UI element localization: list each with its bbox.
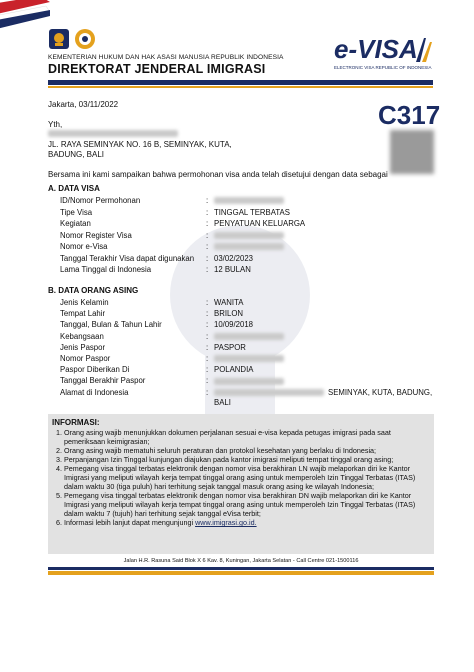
redacted-name [48, 130, 178, 137]
person-label: Alamat di Indonesia [60, 387, 129, 397]
visa-label: Kegiatan [60, 219, 91, 228]
person-label: Tanggal Berakhir Paspor [60, 376, 146, 386]
colon: : [206, 230, 209, 240]
person-label: Paspor Diberikan Di [60, 365, 130, 375]
visa-label: Lama Tinggal di Indonesia [60, 265, 152, 274]
person-row [60, 320, 253, 329]
redacted-value [214, 378, 284, 385]
person-row [60, 298, 243, 307]
visa-value: TINGGAL TERBATAS [214, 207, 290, 217]
immigration-website-link[interactable]: www.imigrasi.go.id. [195, 518, 257, 527]
info-item-6 [64, 518, 430, 527]
visa-row [60, 254, 253, 263]
person-value: BRILON [214, 309, 244, 319]
evisa-subtitle: ELECTRONIC VISA REPUBLIC OF INDONESIA [334, 65, 432, 70]
visa-row [60, 242, 284, 251]
visa-label: Nomor e-Visa [60, 242, 108, 251]
salutation [48, 120, 178, 138]
visa-row [60, 219, 305, 228]
info-title: INFORMASI: [52, 418, 100, 427]
colon: : [206, 320, 209, 330]
colon: : [206, 376, 209, 386]
colon: : [206, 265, 209, 274]
qr-code [390, 130, 434, 174]
emblem-logos [48, 28, 96, 50]
info-list [52, 428, 434, 527]
header-divider-gold [48, 86, 433, 88]
person-value: POLANDIA [214, 365, 254, 375]
person-row [60, 365, 253, 374]
visa-value: PENYATUAN KELUARGA [214, 219, 306, 228]
redacted-value [214, 197, 284, 204]
person-label: Kebangsaan [60, 331, 104, 341]
person-value: 10/09/2018 [214, 320, 254, 330]
info-item-6-text: Informasi lebih lanjut dapat mengunjungi [64, 518, 194, 527]
footer-divider-navy [48, 567, 434, 570]
colon: : [206, 342, 209, 352]
colon: : [206, 387, 209, 397]
person-value: PASPOR [214, 342, 246, 352]
letter-code: C317 [378, 100, 441, 130]
colon: : [206, 309, 209, 319]
info-item-4: 4. Pemegang visa tinggal terbatas elektronik dengan nomor visa berakhiran LN wajib melaporkan diri ke Kantor Imigrasi yang meliputi wilayah kerja tempat tinggal orang asing untuk memperoleh Izin Tinggal Terbatas (ITAS) dalam waktu 30 (tiga puluh) hari terhitung sejak tanggal masuk orang asing ke wilayah Indonesia; [64, 464, 430, 491]
ministry-emblem-icon [48, 28, 70, 50]
person-value: WANITA [214, 298, 244, 307]
visa-label: Nomor Register Visa [60, 230, 132, 240]
visa-label: ID/Nomor Permohonan [60, 196, 141, 205]
person-label: Tanggal, Bulan & Tahun Lahir [60, 320, 162, 330]
evisa-logo [334, 34, 434, 74]
section-a-title: A. DATA VISA [48, 184, 100, 193]
address-line-2: BADUNG, BALI [48, 150, 105, 159]
visa-value: 03/02/2023 [214, 253, 254, 263]
visa-row [60, 196, 284, 205]
person-label: Jenis Paspor [60, 342, 106, 352]
directorate-title: DIREKTORAT JENDERAL IMIGRASI [48, 62, 266, 76]
redacted-value [214, 232, 284, 239]
person-row [60, 309, 243, 318]
person-row [60, 376, 284, 385]
visa-label: Tipe Visa [60, 207, 93, 217]
immigration-emblem-icon [74, 28, 96, 50]
visa-label: Tanggal Terakhir Visa dapat digunakan [60, 253, 195, 263]
redacted-value [214, 355, 284, 362]
info-item-3: 3. Perpanjangan Izin Tinggal kunjungan diajukan pada kantor imigrasi meliputi tempat tinggal orang asing; [64, 455, 430, 464]
footer-divider-gold [48, 571, 434, 575]
colon: : [206, 298, 209, 307]
colon: : [206, 219, 209, 228]
address-continuation: BALI [214, 398, 231, 407]
colon: : [206, 207, 209, 217]
information-box [48, 414, 434, 554]
address-line-1: JL. RAYA SEMINYAK NO. 16 B, SEMINYAK, KUTA, [48, 140, 232, 149]
evisa-wing-icon [414, 36, 434, 64]
header-divider-navy [48, 80, 433, 85]
address-continuation-row [60, 398, 231, 407]
person-label: Tempat Lahir [60, 309, 106, 319]
evisa-brand: e-VISA [334, 34, 418, 64]
corner-ribbon [0, 0, 50, 32]
footer-address: Jalan H.R. Rasuna Said Blok X 6 Kav. 8, Kuningan, Jakarta Selatan - Call Centre 021-1500116 [123, 558, 359, 564]
salutation-label: Yth, [48, 120, 63, 129]
info-item-5: 5. Pemegang visa tinggal terbatas elektronik dengan nomor visa berakhiran DN wajib melaporkan diri ke Kantor Imigrasi yang meliputi wilayah kerja tempat tinggal orang asing untuk memperoleh Izin Tinggal Terbatas (ITAS) dalam waktu 7 (tujuh) hari terhitung sejak tanggal eVisa terbit; [64, 491, 430, 518]
info-item-1: 1. Orang asing wajib menunjukkan dokumen perjalanan sesuai e-visa kepada petugas imigrasi pada saat pemeriksaan keimigrasian; [64, 428, 430, 446]
person-row [60, 388, 432, 397]
info-item-2: 2. Orang asing wajib mematuhi seluruh peraturan dan protokol kesehatan yang berlaku di Indonesia; [64, 446, 430, 455]
colon: : [206, 354, 209, 363]
recipient-address [48, 140, 232, 160]
colon: : [206, 365, 209, 375]
person-label: Jenis Kelamin [60, 298, 109, 307]
visa-row [60, 265, 251, 274]
visa-value: 12 BULAN [214, 265, 251, 274]
colon: : [206, 331, 209, 341]
person-row [60, 343, 246, 352]
redacted-address [214, 389, 324, 396]
colon: : [206, 253, 209, 263]
colon: : [206, 196, 209, 205]
visa-row [60, 208, 290, 217]
person-value: SEMINYAK, KUTA, BADUNG, [328, 387, 433, 397]
letter-date: Jakarta, 03/11/2022 [48, 100, 119, 109]
colon: : [206, 242, 209, 251]
intro-text: Bersama ini kami sampaikan bahwa permohonan visa anda telah disetujui dengan data sebagai [48, 170, 388, 179]
person-row [60, 332, 284, 341]
person-label: Nomor Paspor [60, 354, 111, 363]
person-row [60, 354, 284, 363]
redacted-value [214, 333, 284, 340]
section-b-title: B. DATA ORANG ASING [48, 286, 139, 295]
redacted-value [214, 243, 284, 250]
visa-row [60, 231, 284, 240]
ministry-name: KEMENTERIAN HUKUM DAN HAK ASASI MANUSIA REPUBLIK INDONESIA [48, 54, 284, 61]
